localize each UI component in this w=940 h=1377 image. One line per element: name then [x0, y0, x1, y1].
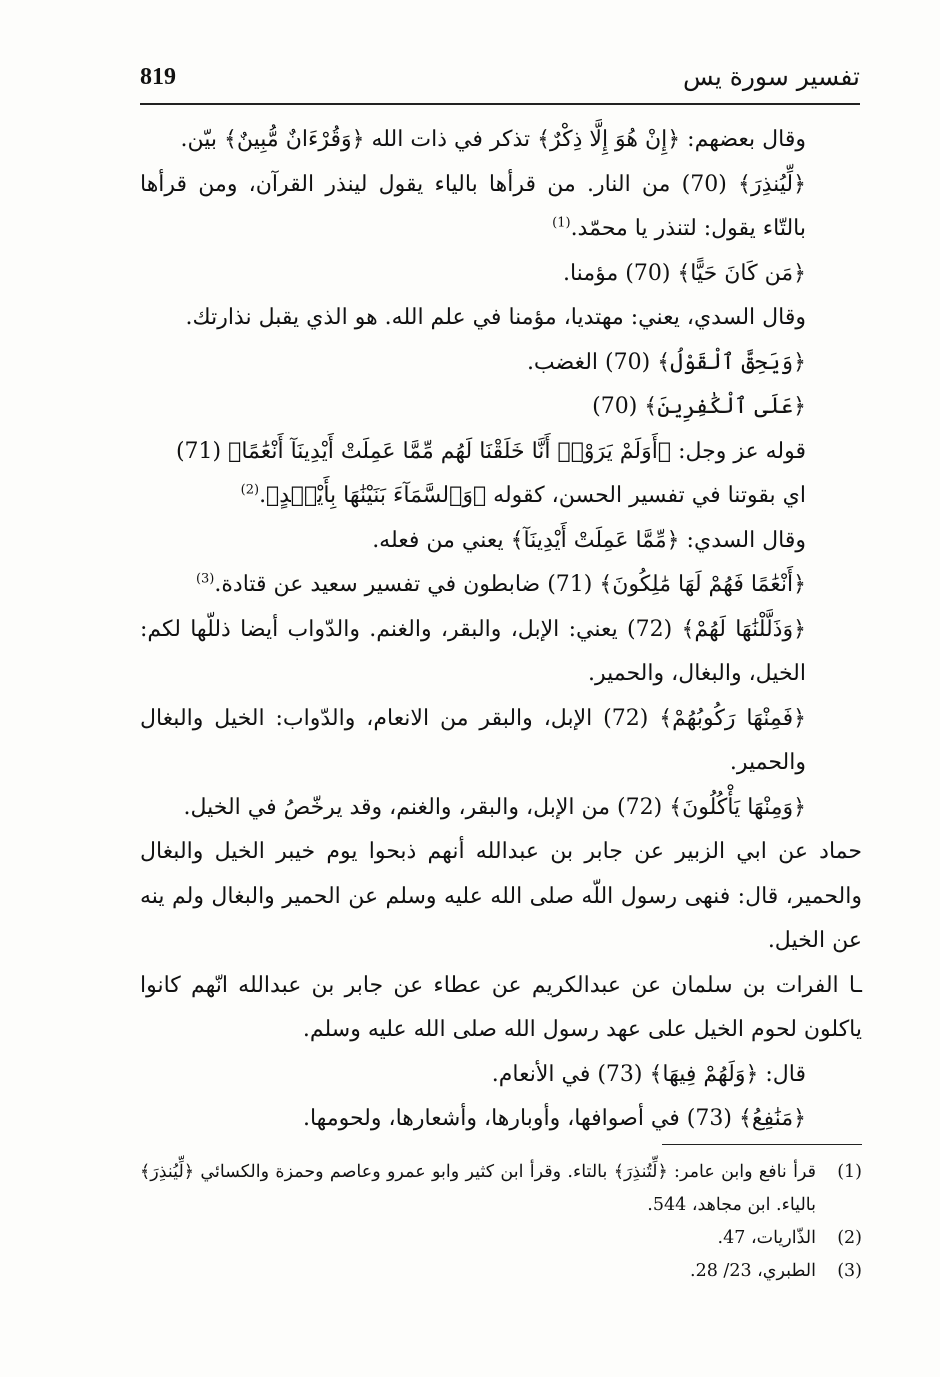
paragraph: ﴿فَمِنْهَا رَكُوبُهُمْ﴾ (72) الإبل، والبقر من الانعام، والدّواب: الخيل والبغال والحمير. [140, 705, 807, 775]
footnote-text: الذّاريات، 47. [717, 1228, 816, 1248]
paragraph: ﴿وَمِنْهَا يَأْكُلُونَ﴾ (72) من الإبل، والبقر، والغنم، وقد يرخّصُ في الخيل. [183, 794, 806, 820]
paragraph: حماد عن ابي الزبير عن جابر بن عبدالله أنهم ذبحوا يوم خيبر الخيل والبغال والحمير، قال: فنهى رسول اللّه صلى الله عليه وسلم عن الحمير والبغال ولم ينه عن الخيل. [140, 839, 862, 953]
paragraph: قوله عز وجل: ﴿أَوَلَمْ يَرَوْا۟ أَنَّا خَلَقْنَا لَهُم مِّمَّا عَمِلَتْ أَيْدِينَآ أَنْعَٰمًا﴾ (71) [175, 438, 806, 464]
paragraph: ﴿مَن كَانَ حَيًّا﴾ (70) مؤمنا. [562, 260, 806, 286]
footnote-text: قرأ نافع وابن عامر: ﴿لِّتُنذِرَ﴾ بالتاء. وقرأ ابن كثير وابو عمرو وعاصم وحمزة والكسائي ﴿لِّيُنذِرَ﴾ بالياء. ابن مجاهد، 544. [140, 1162, 816, 1215]
running-title: تفسير سورة يس [682, 62, 860, 91]
page-header [140, 62, 860, 98]
paragraph: وقال بعضهم: ﴿إِنْ هُوَ إِلَّا ذِكْرٌ﴾ تذكر في ذات الله ﴿وَقُرْءَانٌ مُّبِينٌ﴾ بيّن. [180, 127, 806, 152]
paragraph: وقال السدي، يعني: مهتديا، مؤمنا في علم الله. هو الذي يقبل نذارتك. [185, 305, 806, 330]
footnote-number: (3) [837, 1261, 862, 1281]
paragraph: ﴿وَيَحِقَّ ٱلْقَوْلُ﴾ (70) الغضب. [526, 349, 806, 375]
footnote-text: الطبري، 23/ 28. [689, 1261, 816, 1281]
page-number: 819 [140, 64, 176, 90]
paragraph: ﴿أَنْعَٰمًا فَهُمْ لَهَا مَٰلِكُونَ﴾ (71) ضابطون في تفسير سعيد عن قتادة.$^{(3)}$ [195, 571, 806, 597]
footnote-marker: (3) [195, 571, 215, 587]
paragraph: ﴿وَذَلَّلْنَٰهَا لَهُمْ﴾ (72) يعني: الإبل، والبقر، والغنم. والدّواب أيضا ذللّها لكم: الخيل، والبغال، والحمير. [140, 616, 806, 686]
footnote-rule [662, 1144, 862, 1145]
footnote-number: (1) [837, 1162, 862, 1182]
page-body [140, 118, 862, 1142]
header-rule [140, 103, 860, 105]
paragraph: وقال السدي: ﴿مِّمَّا عَمِلَتْ أَيْدِينَآ﴾ يعني من فعله. [372, 527, 806, 553]
footnote-number: (2) [837, 1228, 862, 1248]
footnote-marker: (1) [552, 215, 571, 231]
footnote [140, 1255, 862, 1288]
paragraph: ﴿مَنَٰفِعُ﴾ (73) في أصوافها، وأوبارها، وأشعارها، ولحومها. [302, 1106, 806, 1131]
footnote [140, 1222, 862, 1255]
footnote [140, 1156, 862, 1222]
footnotes [140, 1156, 862, 1288]
paragraph: ﴿لِّيُنذِرَ﴾ (70) من النار. من قرأها بالياء يقول لينذر القرآن، ومن قرأها بالتّاء يقول: لتنذر يا محمّد.$^{(1)}$ [140, 171, 806, 241]
paragraph: قال: ﴿وَلَهُمْ فِيهَا﴾ (73) في الأنعام. [491, 1061, 806, 1087]
footnote-marker: (2) [240, 482, 260, 498]
paragraph: اي بقوتنا في تفسير الحسن، كقوله ﴿وَٱلسَّمَآءَ بَنَيْنَٰهَا بِأَيْي۟دٍ﴾.$^{(2)}$ [240, 482, 806, 508]
paragraph: ﴿عَلَى ٱلْكَٰفِرِينَ﴾ (70) [592, 394, 806, 419]
paragraph: ـا الفرات بن سلمان عن عبدالكريم عن عطاء عن جابر بن عبدالله انّهم كانوا ياكلون لحوم الخيل على عهد رسول الله صلى الله عليه وسلم. [140, 972, 862, 1042]
